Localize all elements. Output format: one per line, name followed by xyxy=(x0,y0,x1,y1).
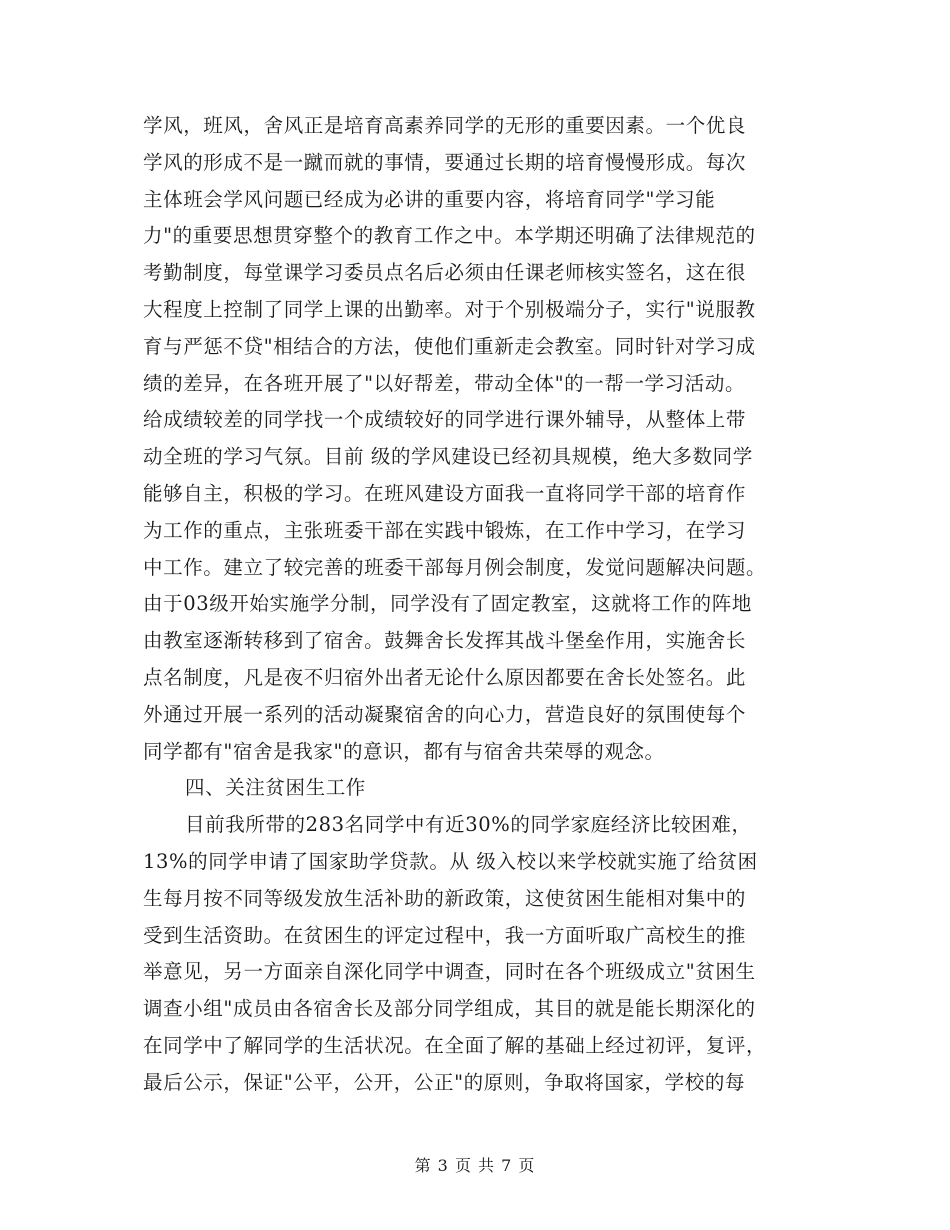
text-line: 给成绩较差的同学找一个成绩较好的同学进行课外辅导，从整体上带 xyxy=(143,408,747,432)
text-line: 外通过开展一系列的活动凝聚宿舍的向心力，营造良好的氛围使每个 xyxy=(143,702,747,726)
text-line: 由于03级开始实施学分制，同学没有了固定教室，这就将工作的阵地 xyxy=(143,592,752,616)
text-line: 学风的形成不是一蹴而就的事情，要通过长期的培育慢慢形成。每次 xyxy=(143,150,747,174)
text-line: 受到生活资助。在贫困生的评定过程中，我一方面听取广高校生的推 xyxy=(143,923,747,947)
body-text xyxy=(143,108,823,1102)
text-line: 力"的重要思想贯穿整个的教育工作之中。本学期还明确了法律规范的 xyxy=(143,224,756,248)
text-line: 由教室逐渐转移到了宿舍。鼓舞舍长发挥其战斗堡垒作用，实施舍长 xyxy=(143,629,747,653)
text-line: 13%的同学申请了国家助学贷款。从 级入校以来学校就实施了给贫困 xyxy=(143,849,758,873)
text-line: 育与严惩不贷"相结合的方法，使他们重新走会教室。同时针对学习成 xyxy=(143,334,756,358)
page-number-footer: 第 3 页 共 7 页 xyxy=(414,1156,536,1175)
text-line: 目前我所带的283名同学中有近30%的同学家庭经济比较困难， xyxy=(185,813,752,837)
text-line: 调查小组"成员由各宿舍长及部分同学组成，其目的就是能长期深化的 xyxy=(143,997,756,1021)
text-line: 最后公示，保证"公平，公开，公正"的原则，争取将国家，学校的每 xyxy=(143,1070,746,1094)
text-line: 大程度上控制了同学上课的出勤率。对于个别极端分子，实行"说服教 xyxy=(143,297,756,321)
text-line: 动全班的学习气氛。目前 级的学风建设已经初具规模，绝大多数同学 xyxy=(143,445,753,469)
text-line: 为工作的重点，主张班委干部在实践中锻炼，在工作中学习，在学习 xyxy=(143,518,747,542)
text-line: 点名制度，凡是夜不归宿外出者无论什么原因都要在舍长处签名。此 xyxy=(143,665,747,689)
section-heading: 四、关注贫困生工作 xyxy=(185,776,366,800)
text-line: 考勤制度，每堂课学习委员点名后必须由任课老师核实签名，这在很 xyxy=(143,261,747,285)
text-line: 中工作。建立了较完善的班委干部每月例会制度，发觉问题解决问题。 xyxy=(143,555,767,579)
text-line: 学风，班风，舍风正是培育高素养同学的无形的重要因素。一个优良 xyxy=(143,114,747,137)
text-line: 举意见，另一方面亲自深化同学中调查，同时在各个班级成立"贫困生 xyxy=(143,960,756,984)
text-line: 能够自主，积极的学习。在班风建设方面我一直将同学干部的培育作 xyxy=(143,481,747,505)
text-line: 主体班会学风问题已经成为必讲的重要内容，将培育同学"学习能 xyxy=(143,187,716,211)
text-line: 在同学中了解同学的生活状况。在全面了解的基础上经过初评，复评， xyxy=(143,1033,767,1057)
text-line: 绩的差异，在各班开展了"以好帮差，带动全体"的一帮一学习活动。 xyxy=(143,371,746,395)
text-line: 同学都有"宿舍是我家"的意识，都有与宿舍共荣辱的观念。 xyxy=(143,739,665,763)
text-line: 生每月按不同等级发放生活补助的新政策，这使贫困生能相对集中的 xyxy=(143,886,747,910)
